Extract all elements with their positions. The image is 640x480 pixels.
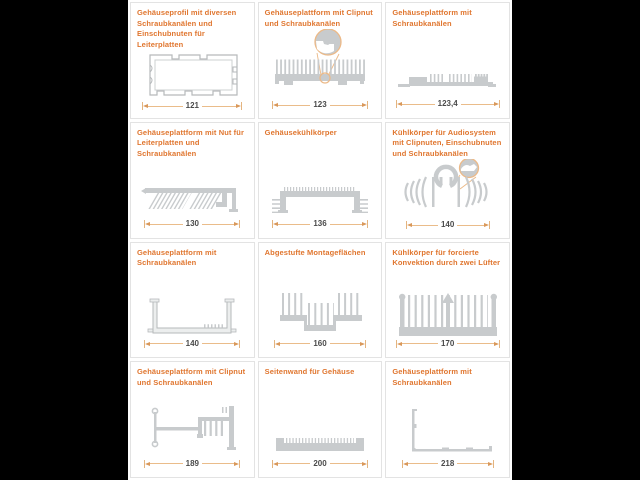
profile-title: Gehäuseplattform mit Schraubkanälen (137, 247, 217, 267)
box-profile-drawing-icon (137, 50, 248, 100)
profile-title: Gehäuseplattform mit Nut für Leiterplatten und Schraubkanälen (137, 127, 244, 158)
dimension-line (144, 459, 240, 468)
profile-card-3[interactable] (385, 2, 510, 119)
l-profile-drawing-icon (392, 405, 503, 457)
profile-title: Gehäuseprofil mit diversen Schraubkanälen und Einschubnuten für Leiterplatten (137, 8, 237, 49)
dimension-value: 140 (440, 220, 455, 230)
clipnut-platform-drawing-icon (137, 401, 248, 457)
dimension-line (396, 100, 500, 109)
slanted-fin-plate-drawing-icon (137, 182, 248, 218)
profile-title: Seitenwand für Gehäuse (264, 367, 355, 377)
profile-card-8[interactable] (258, 242, 383, 359)
profile-title: Gehäuseplattform mit Clipnut und Schraubkanälen (264, 8, 373, 28)
dimension-value: 200 (313, 458, 327, 468)
dimension-line (402, 459, 494, 468)
profile-card-4[interactable] (130, 122, 255, 239)
dimension-line (272, 220, 368, 229)
profile-grid (128, 0, 512, 480)
u-channel-drawing-icon (137, 295, 248, 337)
dimension-line (272, 459, 368, 468)
profile-card-2[interactable] (258, 2, 383, 119)
profile-card-10[interactable] (130, 361, 255, 478)
profile-title: Kühlkörper für forcierte Konvektion durch zwei Lüfter (392, 247, 501, 267)
profile-title: Gehäuseplattform mit Clipnut und Schraubkanälen (137, 367, 246, 387)
dimension-value: 130 (185, 219, 200, 228)
dimension-value: 123 (313, 100, 327, 109)
comb-heatsink-drawing-icon (392, 289, 503, 337)
profile-title: Kühlkörper für Audiosystem mit Clipnuten, Einschubnuten und Schraubkanälen (392, 127, 502, 158)
dimension-value: 140 (185, 338, 200, 348)
dimension-value: 121 (185, 101, 200, 110)
side-wall-drawing-icon (265, 433, 376, 457)
stepped-platform-drawing-icon (392, 64, 503, 98)
dimension-value: 218 (440, 458, 455, 468)
dim-line (148, 106, 182, 107)
profile-card-7[interactable] (130, 242, 255, 359)
audio-heatsink-drawing-icon (392, 159, 503, 219)
profile-card-12[interactable] (385, 361, 510, 478)
dimension-value: 170 (440, 338, 455, 348)
dimension-value: 136 (313, 219, 327, 228)
profile-title: Gehäuseplattform mit Schraubkanälen (392, 8, 472, 28)
dimension-line (144, 220, 240, 229)
finned-platform-drawing-icon (265, 29, 376, 99)
profile-title: Gehäuseplattform mit Schraubkanälen (392, 367, 472, 387)
profile-card-11[interactable] (258, 361, 383, 478)
dimension-line (406, 221, 490, 229)
dimension-line (274, 339, 366, 348)
profile-card-9[interactable] (385, 242, 510, 359)
profile-title: Abgestufte Montageflächen (264, 247, 366, 257)
dimension-value: 189 (185, 458, 200, 468)
profile-card-5[interactable] (258, 122, 383, 239)
dimension-line (272, 101, 368, 109)
lid-heatsink-drawing-icon (265, 180, 376, 218)
dimension-line (396, 339, 500, 348)
dimension-value: 123,4 (437, 99, 458, 109)
profile-card-6[interactable] (385, 122, 510, 239)
profile-card-1[interactable] (130, 2, 255, 119)
dimension-line (144, 339, 240, 348)
dimension-line (142, 102, 242, 110)
stepped-fins-drawing-icon (265, 289, 376, 337)
profile-title: Gehäusekühlkörper (264, 127, 337, 137)
dimension-value: 160 (313, 338, 327, 348)
